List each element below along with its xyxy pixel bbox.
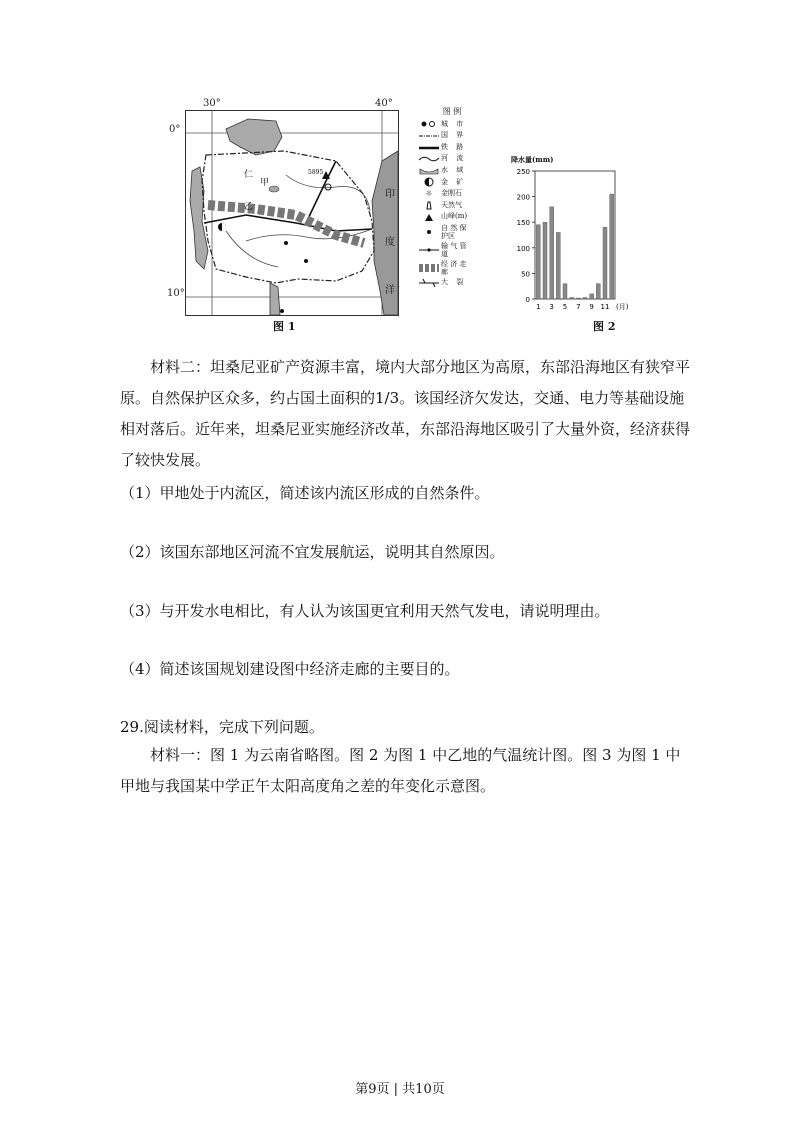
material-two-text: 材料二：坦桑尼亚矿产资源丰富，境内大部分地区为高原，东部沿海地区有狭窄平原。自然保护区众多，约占国土面积的1/3。该国经济欠发达，交通、电力等基础设施相对落后。近年来，坦桑尼亚实施经济改革，东部沿海地区吸引了大量外资，经济获得了较快发展。	[120, 358, 691, 469]
legend-row: 金 矿	[417, 177, 487, 189]
rain-bar	[556, 232, 560, 299]
y-tick-label: 150	[516, 219, 530, 228]
question-1: （1）甲地处于内流区，简述该内流区形成的自然条件。	[120, 484, 490, 502]
map-label-jia: 甲	[260, 178, 270, 188]
map-label-ocean-3: 洋	[385, 285, 395, 296]
y-tick-label: 200	[516, 193, 530, 202]
rainfall-chart-svg	[507, 163, 627, 333]
rain-bar	[603, 227, 607, 299]
rain-bar	[550, 207, 554, 299]
material-one	[120, 740, 690, 802]
map-label-ren: 仁	[244, 170, 254, 180]
reserve-icon	[417, 229, 441, 235]
legend-row: 经 济 走 廊	[417, 259, 487, 277]
question-29-heading: 29.阅读材料，完成下列问题。	[120, 718, 324, 736]
lat-label-0: 0°	[169, 124, 181, 135]
map-label-ocean-2: 度	[385, 237, 395, 248]
x-tick-label: 3	[549, 303, 554, 311]
x-unit-label: (月)	[616, 303, 629, 311]
y-tick-label: 250	[516, 168, 530, 176]
rain-bar	[576, 298, 580, 299]
question-3: （3）与开发水电相比，有人认为该国更宜利用天然气发电，请说明理由。	[120, 602, 610, 620]
rain-bar	[563, 284, 567, 299]
rain-bar	[536, 225, 540, 299]
legend-row: 国 界	[417, 130, 487, 142]
y-tick-label: 0	[525, 296, 530, 304]
legend-title: 图 例	[442, 107, 462, 116]
x-tick-label: 9	[589, 303, 594, 311]
legend-row: 河 流	[417, 153, 487, 165]
lon-label-30: 30°	[203, 98, 221, 109]
figure-area	[165, 96, 629, 346]
figure2-caption: 图 2	[593, 320, 616, 333]
map-label-ocean-1: 印	[385, 189, 395, 200]
border-icon	[417, 133, 441, 139]
map-legend	[417, 106, 487, 289]
city-icon	[417, 120, 441, 128]
rain-bar	[590, 294, 594, 299]
lake-victoria	[226, 119, 282, 155]
legend-row: 大 裂	[417, 277, 487, 289]
gas-icon	[417, 201, 441, 210]
question-2: （2）该国东部地区河流不宜发展航运，说明其自然原因。	[120, 543, 505, 561]
corridor-icon	[417, 263, 441, 273]
x-tick-label: 5	[562, 303, 568, 311]
map-label-yi: 乙	[244, 202, 254, 212]
question-4: （4）简述该国规划建设图中经济走廊的主要目的。	[120, 660, 460, 678]
map-drawing	[186, 111, 398, 315]
material-one-text: 材料一：图 1 为云南省略图。图 2 为图 1 中乙地的气温统计图。图 3 为图 1 中甲地与我国某中学正午太阳高度角之差的年变化示意图。	[120, 746, 681, 795]
gold-mine-icon	[417, 177, 441, 187]
lake-nyasa	[270, 283, 280, 315]
pipeline-icon	[417, 247, 441, 253]
x-tick-label: 11	[600, 303, 610, 311]
material-two	[120, 352, 690, 476]
water-icon	[417, 167, 441, 175]
legend-row: 城 市	[417, 119, 487, 131]
legend-row: 天然气	[417, 200, 487, 212]
chart-title: 降水量(mm)	[511, 155, 554, 164]
rain-bar	[596, 284, 600, 299]
x-tick-label: 7	[576, 303, 581, 311]
lat-label-10: 10°	[167, 288, 185, 299]
rain-bar	[583, 297, 587, 299]
peak-icon	[417, 213, 441, 222]
rain-bar	[570, 297, 574, 299]
legend-row: ☼ 金刚石	[417, 188, 487, 200]
legend-row: 山峰(m)	[417, 211, 487, 223]
rain-bar	[543, 222, 547, 299]
legend-row: 输 气 管 道	[417, 241, 487, 259]
river-icon	[417, 155, 441, 163]
legend-row: 水 域	[417, 165, 487, 177]
x-tick-label: 1	[536, 303, 541, 311]
rift-icon	[417, 279, 441, 287]
diamond-icon: ☼	[425, 189, 433, 199]
lon-label-40: 40°	[375, 98, 393, 109]
legend-row: 自 然 保护区	[417, 223, 487, 241]
map-label-peak: 5895	[308, 169, 324, 176]
figure1-caption: 图 1	[273, 320, 296, 333]
legend-row: 铁 路	[417, 142, 487, 154]
y-tick-label: 50	[521, 270, 530, 279]
page-footer: 第9页 | 共10页	[355, 1082, 445, 1097]
y-tick-label: 100	[516, 244, 530, 253]
tanzania-map	[185, 110, 399, 316]
rainfall-chart	[507, 153, 627, 333]
railway-icon	[417, 145, 441, 151]
rain-bar	[610, 194, 614, 299]
